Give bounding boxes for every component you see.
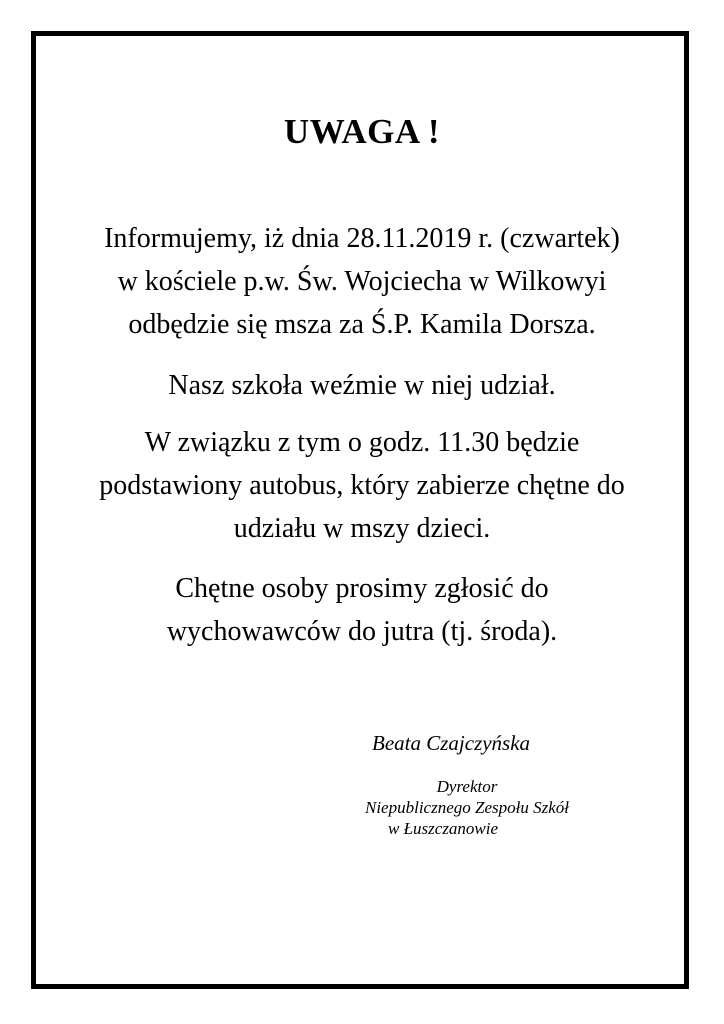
notice-paragraph-bus-info: [36, 421, 688, 550]
text-line: odbędzie się msza za Ś.P. Kamila Dorsza.: [128, 309, 596, 340]
notice-title: UWAGA !: [283, 112, 441, 151]
signature-position: Dyrektor: [436, 777, 498, 796]
text-line: wychowawców do jutra (tj. środa).: [166, 616, 558, 647]
notice-paragraph-mass-info: [36, 217, 688, 346]
signature-name: Beata Czajczyńska: [372, 731, 531, 755]
signature-title-block: [330, 776, 604, 839]
notice-paragraph-signup: [36, 567, 688, 653]
text-line: udziału w mszy dzieci.: [233, 513, 491, 544]
text-line: podstawiony autobus, który zabierze chętne do: [99, 470, 625, 501]
signature-institution: Niepublicznego Zespołu Szkół: [365, 798, 569, 817]
signature-location: w Łuszczanowie: [388, 819, 499, 838]
text-line: Chętne osoby prosimy zgłosić do: [175, 573, 549, 604]
text-line: Nasz szkoła weźmie w niej udział.: [168, 370, 556, 401]
text-line: w kościele p.w. Św. Wojciecha w Wilkowyi: [117, 266, 607, 297]
text-line: W związku z tym o godz. 11.30 będzie: [144, 427, 580, 458]
text-line: Informujemy, iż dnia 28.11.2019 r. (czwartek): [104, 223, 620, 254]
notice-paragraph-participation: [36, 364, 688, 407]
